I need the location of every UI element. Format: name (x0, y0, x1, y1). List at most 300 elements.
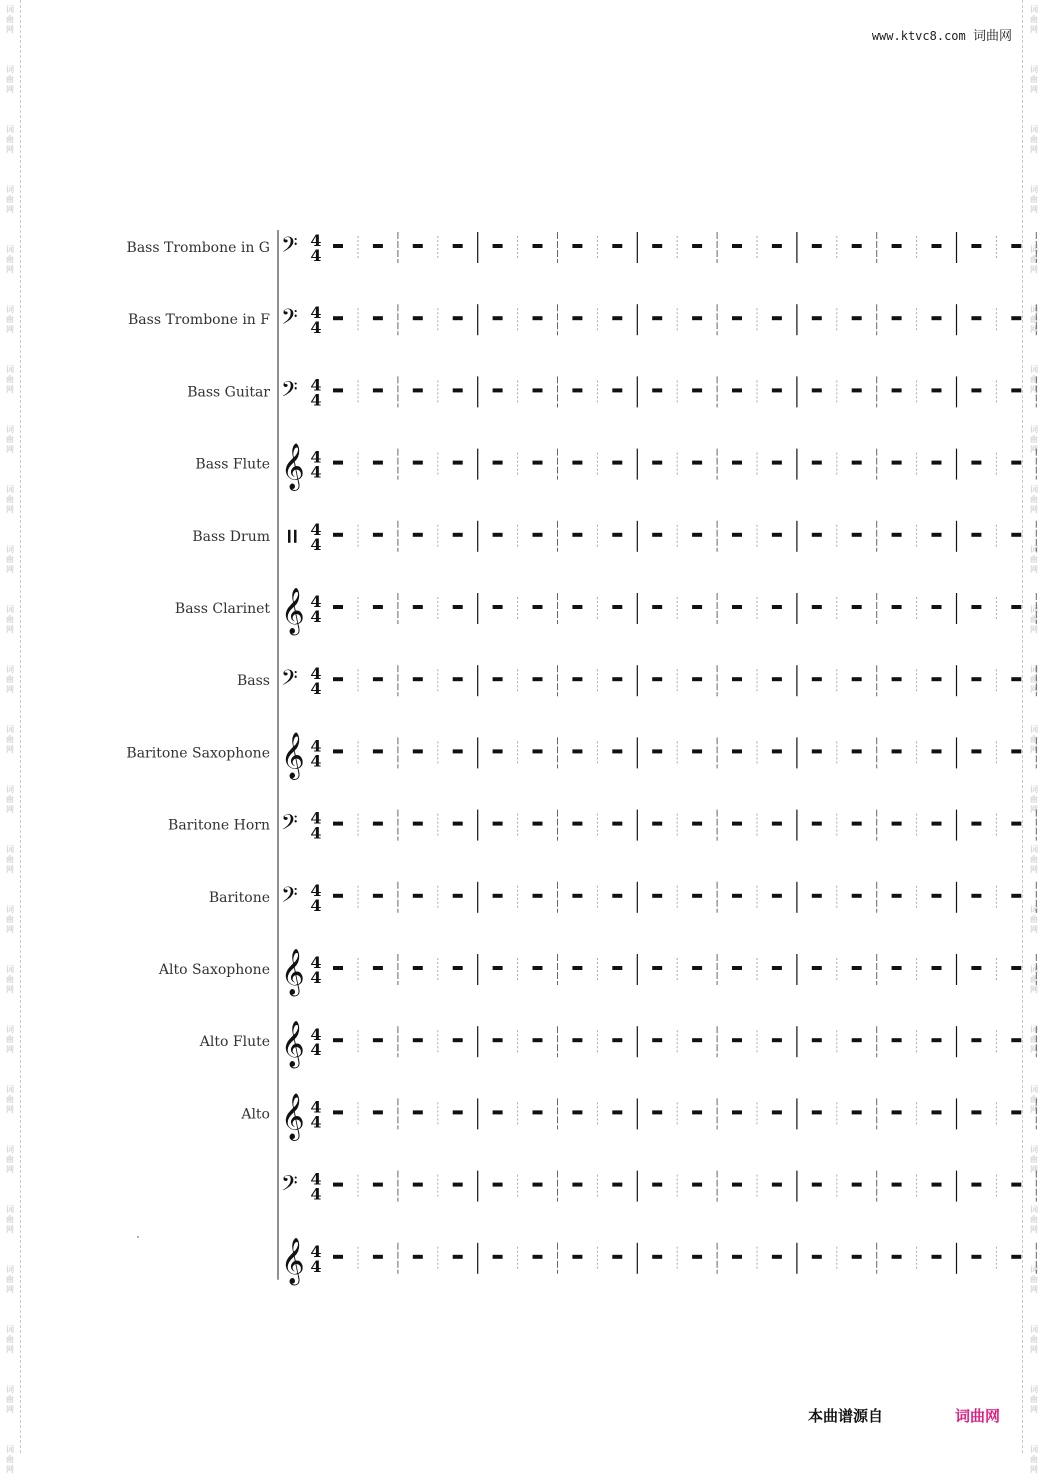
whole-rest (333, 966, 343, 970)
whole-rest (732, 677, 742, 681)
whole-rest (612, 677, 622, 681)
whole-rest (932, 1038, 942, 1042)
whole-rest (971, 1038, 981, 1042)
whole-rest (812, 533, 822, 537)
whole-rest (493, 1183, 503, 1187)
watermark-text: 词 曲 网 (6, 725, 14, 754)
whole-rest (892, 894, 902, 898)
whole-rest (533, 966, 543, 970)
watermark-text: 词 曲 网 (6, 665, 14, 694)
watermark-text: 词 曲 网 (6, 545, 14, 574)
whole-rest (772, 966, 782, 970)
whole-rest (413, 677, 423, 681)
whole-rest (333, 605, 343, 609)
whole-rest (453, 677, 463, 681)
whole-rest (971, 461, 981, 465)
whole-rest (453, 1255, 463, 1259)
whole-rest (612, 605, 622, 609)
time-signature-top: 4 (310, 231, 322, 250)
whole-rest (493, 1110, 503, 1114)
watermark-text: 词 曲 网 (1030, 245, 1038, 274)
whole-rest (971, 1110, 981, 1114)
whole-rest (612, 894, 622, 898)
bass-clef-icon: 𝄢 (281, 377, 298, 408)
whole-rest (932, 461, 942, 465)
watermark-text: 词 曲 网 (6, 1025, 14, 1054)
time-signature-bottom: 4 (310, 534, 322, 554)
bass-clef-icon: 𝄢 (281, 305, 298, 336)
whole-rest (373, 677, 383, 681)
time-signature-top: 4 (310, 592, 322, 611)
whole-rest (772, 1255, 782, 1259)
stray-mark (137, 1236, 139, 1238)
watermark-text: 词 曲 网 (1030, 425, 1038, 454)
staff-instrument-name: Alto Saxophone (158, 962, 270, 978)
watermark-text: 词 曲 网 (1030, 845, 1038, 874)
whole-rest (812, 461, 822, 465)
whole-rest (1011, 749, 1021, 753)
watermark-text: 词 曲 网 (6, 5, 14, 34)
whole-rest (772, 894, 782, 898)
watermark-text: 词 曲 网 (6, 1325, 14, 1354)
whole-rest (971, 316, 981, 320)
whole-rest (612, 966, 622, 970)
whole-rest (373, 749, 383, 753)
watermark-text: 词 曲 网 (1030, 1445, 1038, 1474)
whole-rest (453, 894, 463, 898)
watermark-text: 词 曲 网 (1030, 485, 1038, 514)
whole-rest (572, 1255, 582, 1259)
watermark-text: 词 曲 网 (1030, 905, 1038, 934)
watermark-text: 词 曲 网 (6, 785, 14, 814)
whole-rest (812, 388, 822, 392)
whole-rest (373, 1110, 383, 1114)
whole-rest (533, 1038, 543, 1042)
whole-rest (971, 1183, 981, 1187)
whole-rest (373, 822, 383, 826)
time-signature-top: 4 (310, 880, 322, 900)
whole-rest (692, 1110, 702, 1114)
time-signature-top: 4 (310, 519, 322, 539)
whole-rest (493, 388, 503, 392)
whole-rest (772, 1038, 782, 1042)
whole-rest (413, 1038, 423, 1042)
whole-rest (413, 894, 423, 898)
whole-rest (533, 605, 543, 609)
whole-rest (413, 966, 423, 970)
whole-rest (772, 749, 782, 753)
whole-rest (373, 1255, 383, 1259)
whole-rest (1011, 533, 1021, 537)
whole-rest (453, 749, 463, 753)
whole-rest (772, 388, 782, 392)
whole-rest (732, 894, 742, 898)
whole-rest (1011, 605, 1021, 609)
whole-rest (373, 894, 383, 898)
whole-rest (892, 1110, 902, 1114)
whole-rest (1011, 316, 1021, 320)
bass-clef-icon: 𝄢 (281, 810, 298, 841)
whole-rest (772, 533, 782, 537)
time-signature-bottom: 4 (310, 679, 322, 699)
whole-rest (892, 461, 902, 465)
whole-rest (772, 1110, 782, 1114)
whole-rest (892, 533, 902, 537)
whole-rest (692, 1255, 702, 1259)
time-signature-top: 4 (310, 375, 322, 395)
whole-rest (333, 533, 343, 537)
whole-rest (373, 966, 383, 970)
time-signature-bottom: 4 (310, 1256, 322, 1276)
whole-rest (852, 316, 862, 320)
time-signature-bottom: 4 (310, 823, 322, 843)
whole-rest (932, 605, 942, 609)
whole-rest (932, 966, 942, 970)
whole-rest (812, 1183, 822, 1187)
whole-rest (652, 388, 662, 392)
whole-rest (772, 677, 782, 681)
whole-rest (652, 1038, 662, 1042)
time-signature-bottom: 4 (310, 1112, 322, 1132)
time-signature-top: 4 (310, 303, 322, 323)
whole-rest (493, 966, 503, 970)
watermark-text: 词 曲 网 (6, 1145, 14, 1174)
whole-rest (732, 749, 742, 753)
whole-rest (373, 1183, 383, 1187)
whole-rest (1011, 1038, 1021, 1042)
whole-rest (612, 1255, 622, 1259)
treble-clef-icon: 𝄞 (281, 1237, 305, 1284)
whole-rest (852, 605, 862, 609)
whole-rest (892, 1255, 902, 1259)
whole-rest (932, 244, 942, 248)
whole-rest (533, 1183, 543, 1187)
watermark-text: 词 曲 网 (6, 1085, 14, 1114)
watermark-text: 词 曲 网 (1030, 605, 1038, 634)
staff-instrument-name: Bass Clarinet (174, 601, 270, 617)
whole-rest (892, 605, 902, 609)
treble-clef-icon: 𝄞 (281, 949, 305, 995)
whole-rest (453, 1110, 463, 1114)
bass-clef-icon: 𝄢 (281, 882, 298, 913)
whole-rest (333, 1255, 343, 1259)
whole-rest (652, 894, 662, 898)
whole-rest (852, 1110, 862, 1114)
watermark-text: 词 曲 网 (1030, 725, 1038, 754)
watermark-text: 词 曲 网 (6, 365, 14, 394)
watermark-text: 词 曲 网 (6, 485, 14, 514)
whole-rest (732, 461, 742, 465)
whole-rest (892, 677, 902, 681)
whole-rest (612, 1183, 622, 1187)
whole-rest (333, 749, 343, 753)
whole-rest (493, 533, 503, 537)
footer-source-label: 本曲谱源自 (808, 1407, 884, 1425)
whole-rest (692, 749, 702, 753)
whole-rest (533, 388, 543, 392)
whole-rest (1011, 1255, 1021, 1259)
whole-rest (572, 749, 582, 753)
whole-rest (493, 244, 503, 248)
whole-rest (373, 533, 383, 537)
whole-rest (373, 1038, 383, 1042)
whole-rest (453, 316, 463, 320)
whole-rest (892, 1183, 902, 1187)
staff-instrument-name: Bass Guitar (187, 384, 270, 401)
time-signature-top: 4 (310, 1025, 322, 1045)
whole-rest (572, 461, 582, 465)
whole-rest (333, 677, 343, 681)
whole-rest (493, 605, 503, 609)
whole-rest (612, 316, 622, 320)
whole-rest (852, 749, 862, 753)
watermark-text: 词 曲 网 (1030, 1385, 1038, 1414)
time-signature-bottom: 4 (310, 751, 322, 771)
whole-rest (612, 388, 622, 392)
watermark-text: 词 曲 网 (6, 125, 14, 154)
whole-rest (572, 822, 582, 826)
whole-rest (493, 749, 503, 753)
whole-rest (572, 966, 582, 970)
whole-rest (932, 1183, 942, 1187)
whole-rest (493, 1038, 503, 1042)
staff-instrument-name: Baritone Horn (168, 817, 270, 834)
whole-rest (812, 749, 822, 753)
whole-rest (652, 677, 662, 681)
whole-rest (453, 605, 463, 609)
whole-rest (772, 822, 782, 826)
whole-rest (533, 533, 543, 537)
whole-rest (732, 388, 742, 392)
whole-rest (852, 461, 862, 465)
whole-rest (812, 966, 822, 970)
whole-rest (772, 244, 782, 248)
whole-rest (892, 966, 902, 970)
whole-rest (692, 244, 702, 248)
staff-instrument-name: Baritone Saxophone (126, 745, 270, 762)
watermark-text: 词 曲 网 (1030, 1265, 1038, 1294)
time-signature-top: 4 (310, 447, 322, 467)
watermark-text: 词 曲 网 (6, 305, 14, 334)
watermark-text: 词 曲 网 (1030, 665, 1038, 694)
time-signature-bottom: 4 (310, 246, 322, 265)
whole-rest (493, 894, 503, 898)
watermark-text: 词 曲 网 (6, 845, 14, 874)
whole-rest (413, 461, 423, 465)
watermark-text: 词 曲 网 (6, 1445, 14, 1474)
site-name: 词曲网 (972, 29, 1012, 44)
whole-rest (932, 1110, 942, 1114)
whole-rest (732, 1038, 742, 1042)
whole-rest (812, 1255, 822, 1259)
whole-rest (533, 461, 543, 465)
footer-brand[interactable]: 词曲网 (955, 1407, 1001, 1425)
time-signature-top: 4 (310, 1169, 322, 1189)
whole-rest (732, 966, 742, 970)
whole-rest (572, 316, 582, 320)
whole-rest (652, 244, 662, 248)
site-url[interactable]: www.ktvc8.com (871, 29, 966, 43)
whole-rest (493, 677, 503, 681)
percussion-clef-icon (294, 530, 297, 543)
whole-rest (373, 605, 383, 609)
whole-rest (612, 1038, 622, 1042)
whole-rest (932, 677, 942, 681)
whole-rest (572, 388, 582, 392)
watermark-text: 词 曲 网 (1030, 1325, 1038, 1354)
whole-rest (892, 1038, 902, 1042)
time-signature-bottom: 4 (310, 390, 322, 410)
time-signature-top: 4 (310, 953, 322, 972)
whole-rest (852, 1183, 862, 1187)
whole-rest (772, 1183, 782, 1187)
time-signature-top: 4 (310, 1097, 322, 1117)
whole-rest (812, 244, 822, 248)
whole-rest (1011, 1110, 1021, 1114)
watermark-text: 词 曲 网 (6, 245, 14, 274)
whole-rest (453, 461, 463, 465)
whole-rest (572, 1183, 582, 1187)
bass-clef-icon: 𝄢 (281, 666, 298, 697)
time-signature-bottom: 4 (310, 968, 322, 987)
whole-rest (652, 461, 662, 465)
watermark-text: 词 曲 网 (1030, 965, 1038, 994)
whole-rest (493, 461, 503, 465)
watermark-text: 词 曲 网 (1030, 125, 1038, 154)
whole-rest (333, 1038, 343, 1042)
whole-rest (732, 1183, 742, 1187)
whole-rest (692, 1038, 702, 1042)
percussion-clef-icon (288, 530, 291, 543)
whole-rest (971, 388, 981, 392)
watermark-text: 词 曲 网 (1030, 365, 1038, 394)
whole-rest (1011, 388, 1021, 392)
whole-rest (971, 749, 981, 753)
whole-rest (1011, 1183, 1021, 1187)
staff-instrument-name: Bass Trombone in G (126, 240, 270, 256)
whole-rest (772, 461, 782, 465)
watermark-text: 词 曲 网 (1030, 1025, 1038, 1054)
whole-rest (572, 1110, 582, 1114)
watermark-text: 词 曲 网 (6, 905, 14, 934)
whole-rest (572, 533, 582, 537)
whole-rest (572, 1038, 582, 1042)
whole-rest (373, 316, 383, 320)
treble-clef-icon: 𝄞 (281, 1021, 305, 1068)
whole-rest (732, 1110, 742, 1114)
time-signature-bottom: 4 (310, 1040, 322, 1060)
whole-rest (852, 677, 862, 681)
time-signature-top: 4 (310, 736, 322, 756)
whole-rest (732, 605, 742, 609)
whole-rest (533, 1255, 543, 1259)
whole-rest (413, 749, 423, 753)
whole-rest (852, 388, 862, 392)
time-signature-top: 4 (310, 808, 322, 828)
time-signature-top: 4 (310, 664, 322, 684)
whole-rest (971, 966, 981, 970)
whole-rest (453, 1183, 463, 1187)
whole-rest (971, 894, 981, 898)
whole-rest (413, 388, 423, 392)
staff-instrument-name: Bass (236, 673, 270, 690)
whole-rest (572, 244, 582, 248)
treble-clef-icon: 𝄞 (281, 1093, 305, 1140)
whole-rest (373, 244, 383, 248)
whole-rest (892, 244, 902, 248)
whole-rest (453, 966, 463, 970)
whole-rest (493, 316, 503, 320)
whole-rest (692, 388, 702, 392)
whole-rest (852, 244, 862, 248)
whole-rest (812, 605, 822, 609)
whole-rest (1011, 822, 1021, 826)
whole-rest (533, 677, 543, 681)
whole-rest (453, 244, 463, 248)
whole-rest (692, 822, 702, 826)
whole-rest (453, 822, 463, 826)
whole-rest (732, 822, 742, 826)
whole-rest (812, 822, 822, 826)
time-signature-bottom: 4 (310, 607, 322, 626)
whole-rest (493, 1255, 503, 1259)
watermark-text: 词 曲 网 (1030, 5, 1038, 34)
whole-rest (652, 605, 662, 609)
whole-rest (413, 316, 423, 320)
whole-rest (692, 677, 702, 681)
whole-rest (932, 316, 942, 320)
watermark-text: 词 曲 网 (6, 185, 14, 214)
whole-rest (533, 1110, 543, 1114)
whole-rest (652, 1255, 662, 1259)
whole-rest (373, 388, 383, 392)
whole-rest (533, 894, 543, 898)
staff-instrument-name: Alto Flute (199, 1034, 270, 1051)
whole-rest (692, 966, 702, 970)
whole-rest (732, 1255, 742, 1259)
whole-rest (932, 533, 942, 537)
whole-rest (572, 894, 582, 898)
whole-rest (413, 1110, 423, 1114)
whole-rest (692, 533, 702, 537)
whole-rest (852, 894, 862, 898)
whole-rest (1011, 461, 1021, 465)
whole-rest (333, 894, 343, 898)
whole-rest (971, 1255, 981, 1259)
whole-rest (533, 822, 543, 826)
whole-rest (413, 605, 423, 609)
watermark-text: 词 曲 网 (6, 65, 14, 94)
whole-rest (652, 749, 662, 753)
watermark-text: 词 曲 网 (1030, 785, 1038, 814)
whole-rest (692, 316, 702, 320)
whole-rest (413, 533, 423, 537)
whole-rest (373, 461, 383, 465)
whole-rest (892, 749, 902, 753)
whole-rest (732, 316, 742, 320)
whole-rest (971, 244, 981, 248)
whole-rest (852, 1255, 862, 1259)
whole-rest (652, 316, 662, 320)
whole-rest (333, 461, 343, 465)
watermark-text: 词 曲 网 (1030, 65, 1038, 94)
time-signature-bottom: 4 (310, 1184, 322, 1204)
watermark-text: 词 曲 网 (1030, 185, 1038, 214)
whole-rest (852, 533, 862, 537)
whole-rest (612, 822, 622, 826)
whole-rest (812, 316, 822, 320)
treble-clef-icon: 𝄞 (281, 588, 305, 634)
